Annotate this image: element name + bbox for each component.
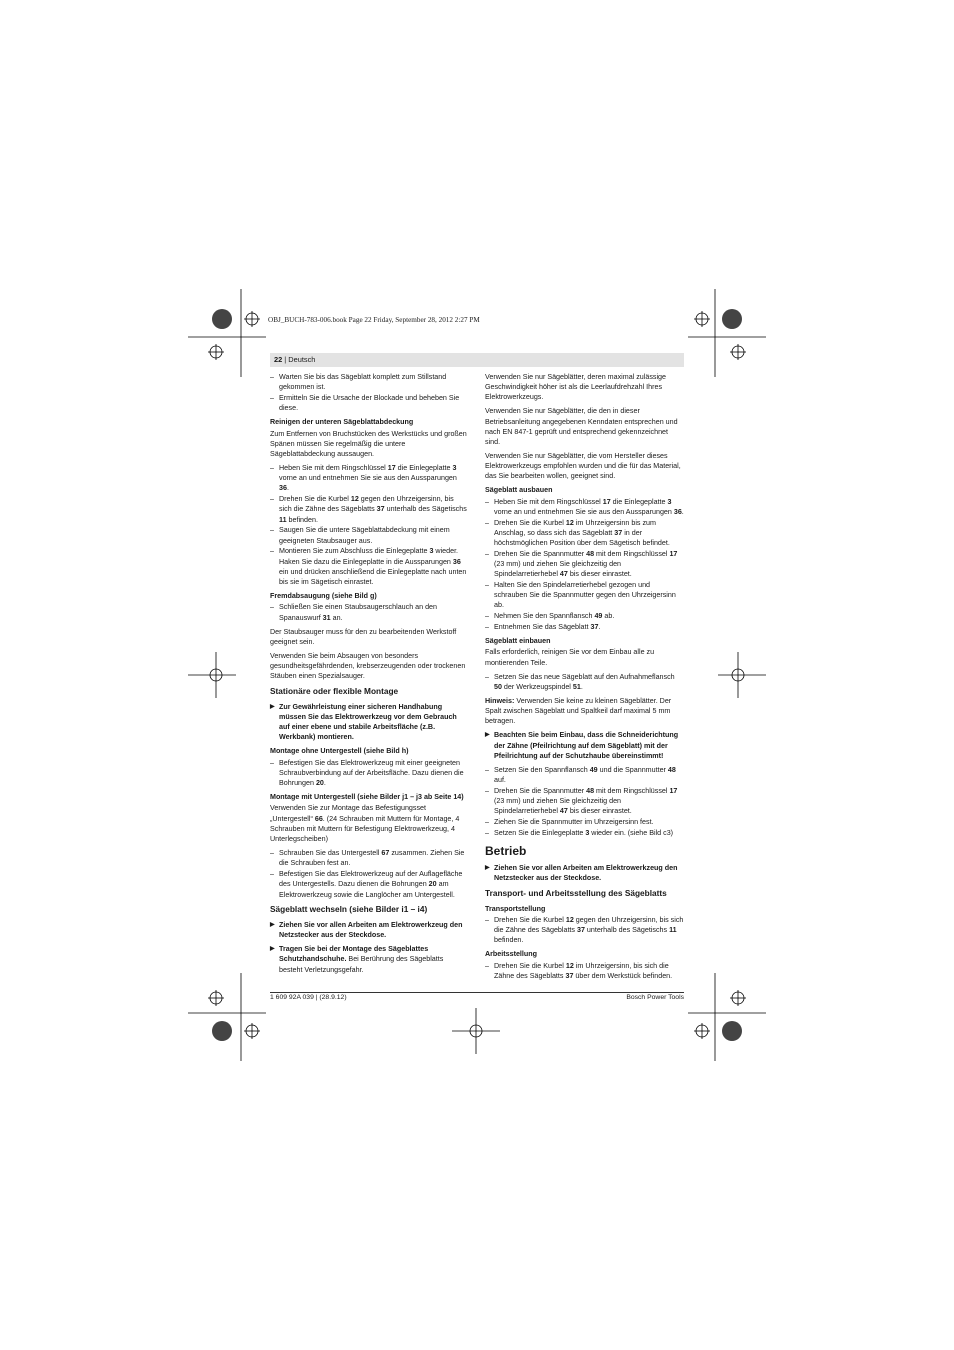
paragraph: Der Staubsauger muss für den zu bearbeitenden Werkstoff geeignet sein. <box>270 627 457 647</box>
heading-transport-arbeitsstellung: Transport- und Arbeitsstellung des Sägeblatts <box>485 887 667 898</box>
subheading-reinigen: Reinigen der unteren Sägeblattabdeckung <box>270 418 414 427</box>
subheading-mit-untergestell: Montage mit Untergestell (siehe Bilder j1 – j3 ab Seite 14) <box>270 793 464 802</box>
heading-betrieb: Betrieb <box>485 844 527 859</box>
list-item: – Heben Sie mit dem Ringschlüssel 17 die Einlegeplatte 3 vorne an und entnehmen Sie sie aus den Aussparungen 36. <box>270 464 457 493</box>
page-header <box>274 355 315 365</box>
warning-item: ▶ Ziehen Sie vor allen Arbeiten am Elektrowerkzeug den Netzstecker aus der Steckdose. <box>485 864 678 883</box>
subheading-transportstellung: Transportstellung <box>485 904 546 913</box>
list-item: – Setzen Sie den Spannflansch 49 und die Spannmutter 48 auf. <box>485 766 676 785</box>
list-item: – Schließen Sie einen Staubsaugerschlauch an den Spanauswurf 31 an. <box>270 603 437 622</box>
warning-triangle-icon: ▶ <box>270 921 275 928</box>
warning-triangle-icon: ▶ <box>485 865 490 872</box>
paragraph: Verwenden Sie nur Sägeblätter, die den in dieser Betriebsanleitung angegebenen Kenndaten entsprechen und nach EN 847-1 geprüft und entsprechend gekennzeichnet sind. <box>485 407 678 447</box>
list-item: – Setzen Sie die Einlegeplatte 3 wieder ein. (siehe Bild c3) <box>485 829 674 838</box>
page-number: 22 <box>274 355 283 364</box>
list-item: – Befestigen Sie das Elektrowerkzeug auf der Auflagefläche des Untergestells. Dazu dienen die Bohrungen 20 am Elektrowerkzeug sowie die Langlöcher am Untergestell. <box>270 870 463 899</box>
heading-saegeblatt-wechseln: Sägeblatt wechseln (siehe Bilder i1 – i4) <box>270 903 428 914</box>
right-column <box>485 372 684 982</box>
subheading-fremdabsaugung: Fremdabsaugung (siehe Bild g) <box>270 592 377 601</box>
header-language: Deutsch <box>288 355 316 364</box>
warning-item: ▶ Tragen Sie bei der Montage des Sägeblattes Schutzhandschuhe. Bei Berührung des Sägeblatts besteht Verletzungsgefahr. <box>270 945 444 974</box>
list-item: – Drehen Sie die Kurbel 12 gegen den Uhrzeigersinn, bis sich die Zähne des Sägeblatts 37 unterhalb des Sägetischs 11 befinden. <box>485 915 684 945</box>
list-item: – Drehen Sie die Spannmutter 48 mit dem Ringschlüssel 17 (23 mm) und ziehen Sie gleichzeitig den Spindelarretierhebel 47 bis dieser einrastet. <box>485 549 678 579</box>
note-paragraph: Hinweis: Verwenden Sie keine zu kleinen Sägeblätter. Der Spalt zwischen Sägeblatt und Spaltkeil darf maximal 5 mm betragen. <box>485 697 672 726</box>
paragraph: Zum Entfernen von Bruchstücken des Werkstücks und großen Spänen müssen Sie regelmäßig die untere Sägeblattabdeckung aussaugen. <box>270 429 467 459</box>
footer-brand: Bosch Power Tools <box>626 994 684 1001</box>
heading-stationaere-montage: Stationäre oder flexible Montage <box>270 685 399 696</box>
paragraph: Verwenden Sie nur Sägeblätter, die vom Hersteller dieses Elektrowerkzeugs empfohlen wurden und die für das Material, das Sie bearbeiten wollen, geeignet sind. <box>485 452 681 481</box>
warning-item: ▶ Ziehen Sie vor allen Arbeiten am Elektrowerkzeug den Netzstecker aus der Steckdose. <box>270 920 463 939</box>
list-item: – Entnehmen Sie das Sägeblatt 37. <box>485 623 601 632</box>
list-item: – Nehmen Sie den Spannflansch 49 ab. <box>485 612 615 621</box>
list-item: – Drehen Sie die Kurbel 12 im Uhrzeigersinn bis zum Anschlag, so dass sich das Sägeblatt 37 in der höchstmöglichen Position über dem Sägetisch befindet. <box>485 518 670 548</box>
subheading-saegeblatt-einbauen: Sägeblatt einbauen <box>485 637 551 646</box>
warning-item: ▶ Zur Gewährleistung einer sicheren Handhabung müssen Sie das Elektrowerkzeug vor dem Gebrauch auf einer ebene und stabile Arbeitsfläche (z.B. Werkbank) montieren. <box>270 702 457 742</box>
warning-triangle-icon: ▶ <box>270 946 275 953</box>
list-item: – Drehen Sie die Spannmutter 48 mit dem Ringschlüssel 17 (23 mm) und ziehen Sie gleichzeitig den Spindelarretierhebel 47 bis dieser einrastet. <box>485 787 678 816</box>
dash: – <box>270 373 274 381</box>
book-slug-line: OBJ_BUCH-783-006.book Page 22 Friday, September 28, 2012 2:27 PM <box>268 316 480 324</box>
subheading-ohne-untergestell: Montage ohne Untergestell (siehe Bild h) <box>270 747 409 756</box>
footer-doc-number: 1 609 92A 039 | (28.9.12) <box>270 994 347 1001</box>
list-item: – Halten Sie den Spindelarretierhebel gezogen und schrauben Sie die Spannmutter gegen den Uhrzeigersinn ab. <box>485 581 676 610</box>
list-item: – Schrauben Sie das Untergestell 67 zusammen. Ziehen Sie die Schrauben fest an. <box>270 849 465 868</box>
list-item: – Saugen Sie die untere Sägeblattabdeckung mit einem geeigneten Staubsauger aus. <box>270 526 450 545</box>
list-item: – Warten Sie bis das Sägeblatt komplett zum Stillstand gekommen ist. <box>270 373 447 392</box>
paragraph: Falls erforderlich, reinigen Sie vor dem Einbau alle zu montierenden Teile. <box>485 648 655 667</box>
list-item: – Ziehen Sie die Spannmutter im Uhrzeigersinn fest. <box>485 818 654 827</box>
warning-item: ▶ Beachten Sie beim Einbau, dass die Schneiderichtung der Zähne (Pfeilrichtung auf dem Sägeblatt) mit der Pfeilrichtung auf der Schutzhaube übereinstimmt! <box>485 731 679 760</box>
list-item: – Befestigen Sie das Elektrowerkzeug mit einer geeigneten Schraubverbindung auf der Arbeitsfläche. Dazu dienen die Bohrungen 20. <box>270 758 464 788</box>
subheading-saegeblatt-ausbauen: Sägeblatt ausbauen <box>485 486 553 495</box>
paragraph: Verwenden Sie zur Montage das Befestigungsset „Untergestell“ 66. (24 Schrauben mit Muttern für Montage, 4 Schrauben mit Muttern für Befestigung Elektrowerkzeug, 4 Unterlegscheiben) <box>270 804 460 844</box>
footer-rule <box>270 992 684 993</box>
list-item: – Ermitteln Sie die Ursache der Blockade und beheben Sie diese. <box>270 394 460 413</box>
header-separator: | <box>282 355 289 364</box>
left-column <box>270 372 468 979</box>
warning-triangle-icon: ▶ <box>270 703 275 710</box>
subheading-arbeitsstellung: Arbeitsstellung <box>485 950 537 959</box>
paragraph: Verwenden Sie beim Absaugen von besonders gesundheitsgefährdenden, krebserzeugenden oder trockenen Stäuben einen Spezialsauger. <box>270 652 466 681</box>
list-item: – Setzen Sie das neue Sägeblatt auf den Aufnahmeflansch 50 der Werkzeugspindel 51. <box>485 672 675 691</box>
list-item: – Drehen Sie die Kurbel 12 gegen den Uhrzeigersinn, bis sich die Zähne des Sägeblatts 37 unterhalb des Sägetischs 11 befinden. <box>270 495 467 524</box>
list-item: – Drehen Sie die Kurbel 12 im Uhrzeigersinn, bis sich die Zähne des Sägeblatts 37 über dem Werkstück befinden. <box>485 961 673 980</box>
list-item: – Montieren Sie zum Abschluss die Einlegeplatte 3 wieder. Haken Sie dazu die Einlegeplatte in die Aussparungen 36 ein und drücken anschließend die Einlegeplatte nach unten bis sie im Sägetisch einrastet. <box>270 547 467 587</box>
paragraph: Verwenden Sie nur Sägeblätter, deren maximal zulässige Geschwindigkeit höher ist als die Leerlaufdrehzahl Ihres Elektrowerkzeugs. <box>485 373 667 402</box>
list-item: – Heben Sie mit dem Ringschlüssel 17 die Einlegeplatte 3 vorne an und entnehmen Sie sie aus den Aussparungen 36. <box>485 497 684 516</box>
warning-triangle-icon: ▶ <box>485 732 490 739</box>
page-header-bar <box>270 353 684 367</box>
